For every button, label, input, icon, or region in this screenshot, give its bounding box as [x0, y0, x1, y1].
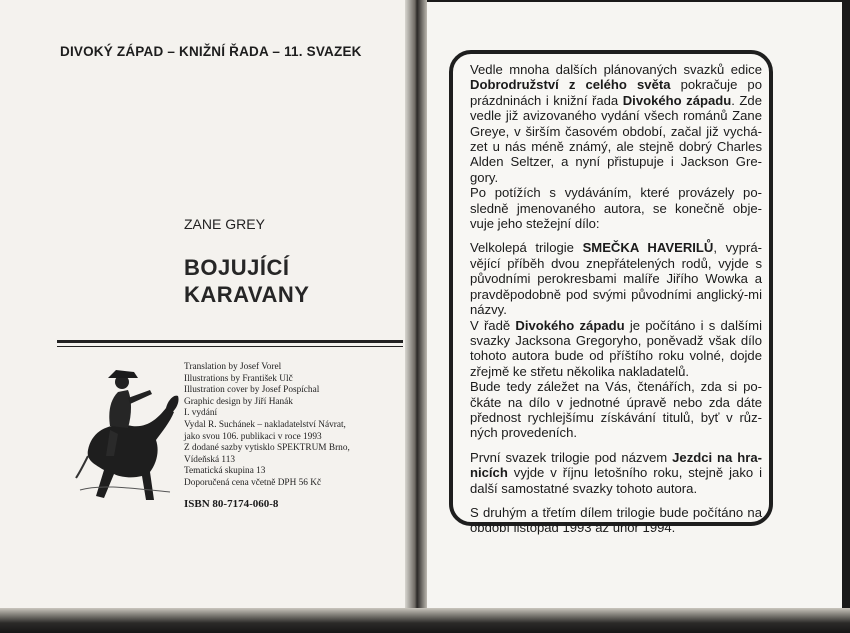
imprint-line: Z dodané sazby vytisklo SPEKTRUM Brno,	[184, 443, 350, 454]
notice-paragraph: Vedle mnoha dalších plánovaných svazků edice Dobrodružství z celého světa pokračuje po prázdninách i knižní řada Divokého západu. Zde vedle již avizovaného vydání všech románů Zane Greye, v širším časovém období, začal již vychá-zet u nás méně známý, ale stejně dobrý Charles Alden Seltzer, a nyní přistupuje i Jackson Gre-gory.	[470, 62, 762, 185]
notice-paragraph: V řadě Divokého západu je počítáno i s dalšími svazky Jacksona Gregoryho, poněvadž však dílo tohoto autora bude od příštího roku volné, dojde zřejmě ke střetu několika nakladatelů.	[470, 317, 762, 379]
divider-rule-thick	[57, 340, 403, 343]
imprint-line: Doporučená cena včetně DPH 56 Kč	[184, 477, 322, 488]
notice-paragraph: Velkolepá trilogie SMEČKA HAVERILŮ, vyprá-vějící příběh dvou znepřátelených rodů, vyjde s původními perokresbami malíře Jiřího Wowka a pravděpodobně pod svými původními anglický-mi názvy.	[470, 240, 762, 318]
book-title	[184, 254, 384, 308]
series-title: DIVOKÝ ZÁPAD – KNIŽNÍ ŘADA – 11. SVAZEK	[60, 44, 362, 59]
imprint-line: Illustrations by František Ulč	[184, 373, 293, 384]
book-title-line-1: BOJUJÍCÍ	[184, 255, 290, 280]
imprint-line: Tematická skupina 13	[184, 466, 266, 477]
imprint-line: jako svou 106. publikaci v roce 1993	[184, 431, 322, 442]
imprint-line: Vídeňská 113	[184, 454, 236, 465]
imprint-line: Vydal R. Suchánek – nakladatelství Návrat,	[184, 419, 346, 430]
imprint-line: I. vydání	[184, 408, 218, 419]
left-page	[0, 0, 410, 633]
cowboy-on-horse-illustration	[70, 360, 180, 510]
notice-paragraph: Bude tedy záležet na Vás, čtenářích, zda si po-čkáte na dílo v jednotné úpravě nebo zda dáte přednost rychlejšímu získávání titulů, byť v růz-ných provedeních.	[470, 379, 762, 441]
isbn: ISBN 80-7174-060-8	[184, 498, 279, 510]
notice-text	[470, 62, 762, 536]
imprint-line: Translation by Josef Vorel	[184, 362, 282, 372]
page-bottom-edge	[0, 608, 850, 633]
book-gutter	[405, 0, 427, 633]
divider-rule-thin	[57, 346, 403, 347]
imprint	[184, 362, 399, 490]
author-name: ZANE GREY	[184, 216, 265, 232]
book-title-line-2: KARAVANY	[184, 282, 310, 307]
notice-paragraph: Po potížích s vydáváním, které provázely po-sledně jmenovaného autora, se konečně obje-vuje jeho stežejní dílo:	[470, 185, 762, 232]
imprint-line: Illustration cover by Josef Pospíchal	[184, 385, 320, 396]
notice-paragraph: První svazek trilogie pod názvem Jezdci na hra-nicích vyjde v říjnu letošního roku, stejně jako i další samostatné svazky tohoto autora.	[470, 449, 762, 496]
notice-paragraph: S druhým a třetím dílem trilogie bude počítáno na období listopad 1993 až únor 1994.	[470, 504, 762, 536]
imprint-line: Graphic design by Jiří Hanák	[184, 396, 293, 407]
